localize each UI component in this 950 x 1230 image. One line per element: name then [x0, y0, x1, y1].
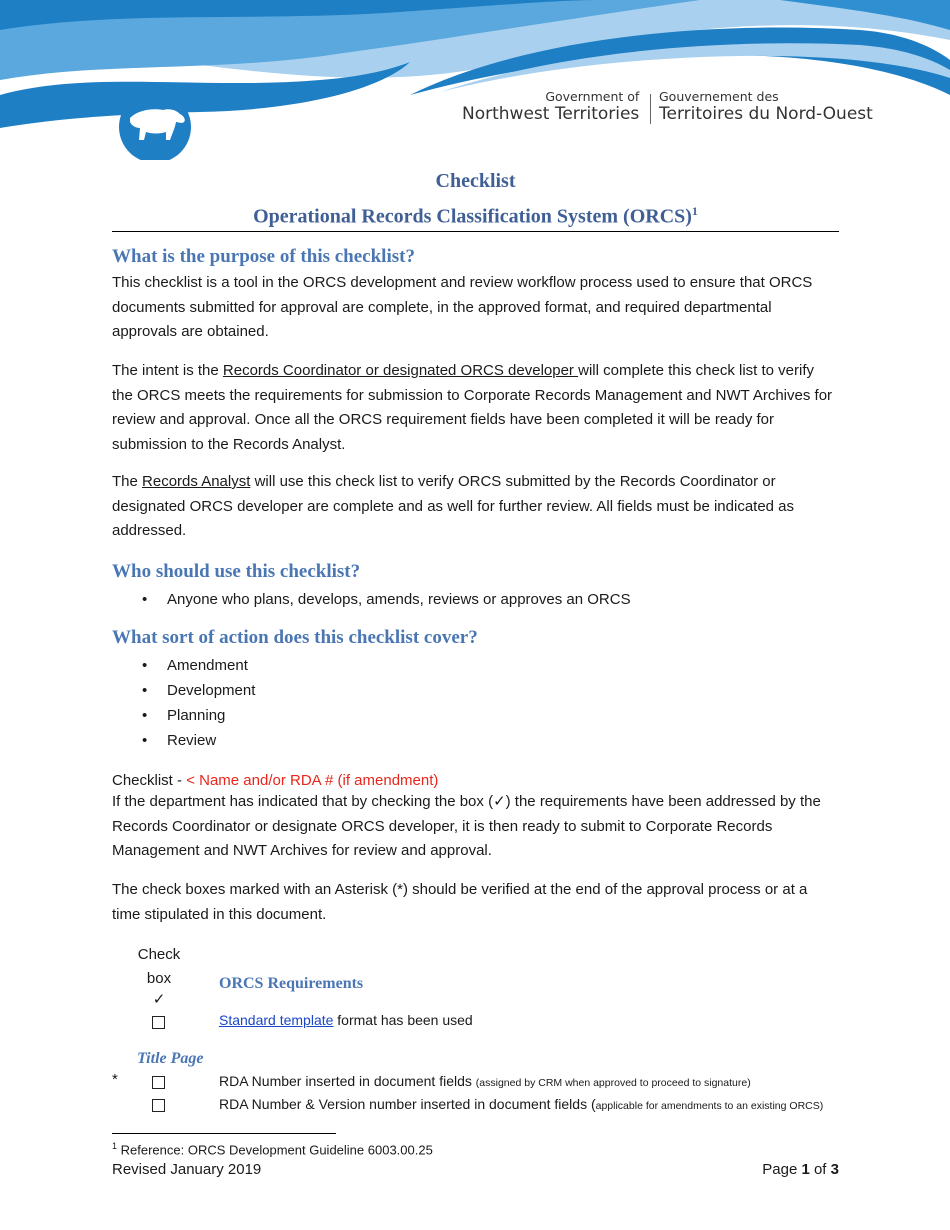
title-page-heading: Title Page	[137, 1050, 204, 1067]
footnote-ref[interactable]: 1	[691, 204, 698, 218]
doc-subtitle-text: Operational Records Classification System (ORCS)	[253, 205, 692, 228]
p2-post: will complete this check list to verify the ORCS meets the requirements for submission to Corporate Records Management and NWT Archives for review and approval. Once all the ORCS requirement fields have been completed it will be ready for submission to the Records Analyst.	[112, 362, 833, 453]
wordmark-divider	[650, 94, 651, 124]
page-of: of	[809, 1161, 831, 1178]
row1-text: format has been used	[333, 1012, 473, 1028]
section-purpose-heading: What is the purpose of this checklist?	[112, 246, 415, 267]
footnote	[112, 1141, 433, 1157]
records-analyst-underline: Records Analyst	[142, 473, 251, 490]
check-header-line2: box	[146, 970, 172, 987]
purpose-paragraph-1: This checklist is a tool in the ORCS development and review workflow process used to ensure that ORCS documents submitted for approval are complete, in the approved format, and required departmental approvals are obtained.	[112, 274, 813, 340]
gov-fr-small: Gouvernement des	[659, 89, 779, 104]
gov-en-small: Government of	[545, 89, 640, 104]
footnote-number: 1	[112, 1141, 118, 1151]
checkbox-rda-version[interactable]	[152, 1099, 165, 1112]
who-list	[112, 587, 631, 612]
row-rda-number	[219, 1073, 751, 1089]
section-who-heading: Who should use this checklist?	[112, 561, 361, 582]
list-item: • Development	[112, 678, 255, 703]
checkmark-icon: ✓	[152, 991, 166, 1008]
asterisk-marker: *	[112, 1071, 118, 1088]
row-standard-template	[219, 1012, 473, 1028]
page-number: 1	[801, 1161, 810, 1178]
checklist-paragraph-1: If the department has indicated that by checking the box (✓) the requirements have been addressed by the Records Coordinator or designate ORCS developer, it is then ready to submit to Corporate Records Management and NWT Archives for review and approval.	[112, 793, 821, 859]
list-item: • Anyone who plans, develops, amends, reviews or approves an ORCS	[112, 587, 631, 612]
row3-note: applicable for amendments to an existing ORCS)	[595, 1100, 824, 1112]
page-prefix: Page	[762, 1161, 802, 1178]
footnote-text: Reference: ORCS Development Guideline 6003.00.25	[117, 1142, 433, 1158]
gov-en-big: Northwest Territories	[462, 104, 640, 124]
purpose-paragraph-3	[112, 470, 839, 544]
doc-subtitle	[112, 204, 839, 229]
standard-template-link[interactable]: Standard template	[219, 1012, 334, 1028]
page-total: 3	[830, 1161, 839, 1178]
list-item: • Review	[112, 728, 255, 753]
doc-title: Checklist	[435, 170, 516, 192]
row2-note: (assigned by CRM when approved to proceed to signature)	[475, 1077, 751, 1089]
title-rule	[112, 231, 839, 232]
p2-pre: The intent is the	[112, 362, 223, 379]
header-wave-banner	[0, 0, 950, 160]
orcs-requirements-header: ORCS Requirements	[219, 975, 364, 992]
gov-fr-big: Territoires du Nord-Ouest	[659, 104, 873, 124]
page-indicator	[762, 1161, 839, 1178]
section-actions-heading: What sort of action does this checklist cover?	[112, 627, 478, 648]
checkbox-rda-number[interactable]	[152, 1076, 165, 1089]
check-box-column-header	[134, 943, 184, 1009]
row3-text: RDA Number & Version number inserted in document fields (	[219, 1096, 596, 1112]
footnote-rule	[112, 1133, 336, 1134]
row2-text: RDA Number inserted in document fields	[219, 1073, 476, 1089]
polar-bear-icon	[119, 91, 191, 160]
checklist-label: Checklist -	[112, 772, 187, 789]
checklist-name-placeholder[interactable]: < Name and/or RDA # (if amendment)	[186, 772, 439, 789]
revised-date: Revised January 2019	[112, 1161, 262, 1178]
p3-post: will use this check list to verify ORCS submitted by the Records Coordinator or designated ORCS developer are complete and as well for further review. All fields must be indicated as addressed.	[112, 473, 795, 539]
check-header-line1: Check	[137, 946, 181, 963]
actions-list	[112, 653, 255, 753]
gov-english-wordmark	[462, 90, 639, 124]
list-item: • Amendment	[112, 653, 255, 678]
records-coordinator-underline: Records Coordinator or designated ORCS developer	[222, 362, 579, 379]
gov-french-wordmark	[659, 90, 873, 124]
checkbox-standard-template[interactable]	[152, 1016, 165, 1029]
p3-pre: The	[112, 473, 143, 490]
purpose-paragraph-2	[112, 359, 839, 457]
row-rda-version	[219, 1096, 823, 1112]
list-item: • Planning	[112, 703, 255, 728]
checklist-paragraph-2: The check boxes marked with an Asterisk (*) should be verified at the end of the approval process or at a time stipulated in this document.	[112, 881, 808, 923]
